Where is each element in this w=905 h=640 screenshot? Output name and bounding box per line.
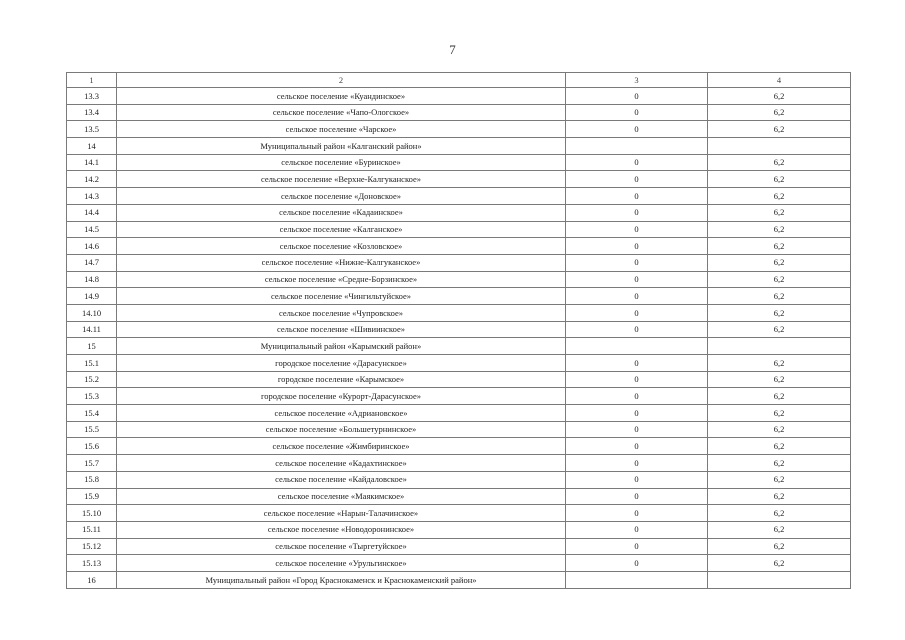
table-cell-name: городское поселение «Курорт-Дарасунское» [117,388,566,405]
table-cell-name: сельское поселение «Кайдаловское» [117,471,566,488]
table-cell-col4: 6,2 [708,421,851,438]
table-cell-col4: 6,2 [708,555,851,572]
table-cell-col4: 6,2 [708,238,851,255]
table-cell-name: сельское поселение «Буринское» [117,154,566,171]
table-cell-num: 14.10 [67,304,117,321]
table-cell-num: 15.11 [67,521,117,538]
table-row [67,538,851,555]
table-cell-num: 15.12 [67,538,117,555]
table-cell-col4: 6,2 [708,538,851,555]
table-cell-num: 14.8 [67,271,117,288]
table-cell-num: 13.5 [67,121,117,138]
table-cell-col3: 0 [566,204,708,221]
table-cell-col4: 6,2 [708,521,851,538]
table-cell-name: сельское поселение «Чарское» [117,121,566,138]
table-cell-name: сельское поселение «Нарын-Талачинское» [117,505,566,522]
table-cell-name: городское поселение «Карымское» [117,371,566,388]
header-cell-3: 3 [566,73,708,88]
table-cell-num: 14.9 [67,288,117,305]
table-cell-col4: 6,2 [708,438,851,455]
table-cell-name: сельское поселение «Чапо-Ологское» [117,104,566,121]
table-cell-name: сельское поселение «Тыргетуйское» [117,538,566,555]
table-cell-col3 [566,138,708,155]
table-cell-col3: 0 [566,254,708,271]
table-cell-num: 15.5 [67,421,117,438]
table-cell-col3: 0 [566,154,708,171]
table-row [67,338,851,355]
table-cell-num: 15.9 [67,488,117,505]
table-row [67,471,851,488]
table-row [67,571,851,588]
table-cell-num: 14 [67,138,117,155]
table-cell-col3 [566,571,708,588]
table-cell-num: 15.7 [67,455,117,472]
table-cell-col3: 0 [566,421,708,438]
table-cell-col4 [708,571,851,588]
header-cell-2: 2 [117,73,566,88]
table-row [67,254,851,271]
table-cell-col3: 0 [566,304,708,321]
table-cell-num: 15.6 [67,438,117,455]
table-cell-name: сельское поселение «Маякимское» [117,488,566,505]
table-cell-num: 15.8 [67,471,117,488]
table-row [67,555,851,572]
table-cell-col4: 6,2 [708,204,851,221]
table-cell-num: 16 [67,571,117,588]
table-cell-col4: 6,2 [708,221,851,238]
table-cell-col4: 6,2 [708,321,851,338]
table-row [67,104,851,121]
table-cell-num: 14.6 [67,238,117,255]
table-cell-col4: 6,2 [708,405,851,422]
table-cell-num: 15.1 [67,355,117,372]
table-cell-col4: 6,2 [708,154,851,171]
table-cell-name: Муниципальный район «Калганский район» [117,138,566,155]
data-table [66,72,851,589]
table-row [67,371,851,388]
table-row [67,405,851,422]
table-cell-num: 15.4 [67,405,117,422]
table-cell-name: сельское поселение «Кадаинское» [117,204,566,221]
table-row [67,388,851,405]
table-cell-col4: 6,2 [708,288,851,305]
table-cell-col3: 0 [566,388,708,405]
table-row [67,488,851,505]
table-row [67,221,851,238]
table-row [67,188,851,205]
table-cell-col4: 6,2 [708,121,851,138]
table-cell-col3: 0 [566,104,708,121]
table-cell-col4: 6,2 [708,488,851,505]
table-cell-col4: 6,2 [708,455,851,472]
table-cell-name: сельское поселение «Куандинское» [117,88,566,105]
table-header-row [67,73,851,88]
table-cell-name: сельское поселение «Верхне-Калгуканское» [117,171,566,188]
table-cell-name: сельское поселение «Чингильтуйское» [117,288,566,305]
table-cell-col3: 0 [566,538,708,555]
table-cell-name: сельское поселение «Чупровское» [117,304,566,321]
table-cell-name: сельское поселение «Урульгинское» [117,555,566,572]
table-cell-col4: 6,2 [708,271,851,288]
table-cell-name: сельское поселение «Адриановское» [117,405,566,422]
table-cell-num: 15.10 [67,505,117,522]
table-row [67,505,851,522]
table-cell-num: 14.11 [67,321,117,338]
table-cell-col3: 0 [566,371,708,388]
table-cell-col4: 6,2 [708,388,851,405]
table-row [67,154,851,171]
table-cell-col4: 6,2 [708,304,851,321]
table-cell-col4: 6,2 [708,254,851,271]
table-cell-name: сельское поселение «Большетурнинское» [117,421,566,438]
table-cell-num: 14.7 [67,254,117,271]
table-cell-col3: 0 [566,438,708,455]
table-cell-col3: 0 [566,238,708,255]
table-cell-col3: 0 [566,271,708,288]
table-cell-num: 15.3 [67,388,117,405]
table-cell-col3: 0 [566,555,708,572]
table-cell-col3: 0 [566,505,708,522]
table-cell-num: 14.2 [67,171,117,188]
table-cell-name: Муниципальный район «Карымский район» [117,338,566,355]
table-cell-col3: 0 [566,221,708,238]
table-cell-num: 15 [67,338,117,355]
table-row [67,138,851,155]
table-cell-name: сельское поселение «Доновское» [117,188,566,205]
table-cell-num: 14.5 [67,221,117,238]
table-cell-col3 [566,338,708,355]
table-cell-col4: 6,2 [708,471,851,488]
table-cell-name: сельское поселение «Новодоронинское» [117,521,566,538]
table-cell-col4: 6,2 [708,355,851,372]
table-cell-name: сельское поселение «Нижне-Калгуканское» [117,254,566,271]
table-row [67,271,851,288]
table-cell-col4: 6,2 [708,505,851,522]
header-cell-1: 1 [67,73,117,88]
table-cell-col4: 6,2 [708,104,851,121]
table-row [67,438,851,455]
table-cell-num: 15.2 [67,371,117,388]
table-cell-col4: 6,2 [708,171,851,188]
table-row [67,121,851,138]
table-cell-col4: 6,2 [708,371,851,388]
table-cell-name: сельское поселение «Шивиинское» [117,321,566,338]
table-cell-col3: 0 [566,405,708,422]
table-cell-num: 15.13 [67,555,117,572]
table-cell-col3: 0 [566,88,708,105]
table-cell-num: 14.4 [67,204,117,221]
table-cell-col3: 0 [566,488,708,505]
table-cell-name: сельское поселение «Калганское» [117,221,566,238]
page-number: 7 [449,42,456,57]
table-cell-num: 13.4 [67,104,117,121]
table-cell-name: сельское поселение «Средне-Борзинское» [117,271,566,288]
table-row [67,204,851,221]
table-cell-name: сельское поселение «Кадахтинское» [117,455,566,472]
table-row [67,304,851,321]
table-cell-num: 13.3 [67,88,117,105]
table-cell-name: сельское поселение «Жимбиринское» [117,438,566,455]
table-row [67,521,851,538]
table-row [67,288,851,305]
table-row [67,88,851,105]
table-row [67,238,851,255]
table-cell-name: Муниципальный район «Город Краснокаменск и Краснокаменский район» [117,571,566,588]
table-row [67,321,851,338]
table-cell-num: 14.1 [67,154,117,171]
table-cell-col4: 6,2 [708,88,851,105]
table-cell-col4 [708,338,851,355]
table-cell-num: 14.3 [67,188,117,205]
table-row [67,355,851,372]
table-cell-col3: 0 [566,471,708,488]
table-cell-col3: 0 [566,188,708,205]
table-cell-col3: 0 [566,355,708,372]
table-cell-name: городское поселение «Дарасунское» [117,355,566,372]
table-cell-col4: 6,2 [708,188,851,205]
table-cell-col3: 0 [566,321,708,338]
table-cell-col3: 0 [566,288,708,305]
header-cell-4: 4 [708,73,851,88]
table-cell-col3: 0 [566,121,708,138]
table-body [67,73,851,589]
table-row [67,455,851,472]
table-row [67,171,851,188]
table-row [67,421,851,438]
table-cell-col3: 0 [566,455,708,472]
table-cell-col3: 0 [566,171,708,188]
table-cell-col3: 0 [566,521,708,538]
table-cell-col4 [708,138,851,155]
table-cell-name: сельское поселение «Козловское» [117,238,566,255]
